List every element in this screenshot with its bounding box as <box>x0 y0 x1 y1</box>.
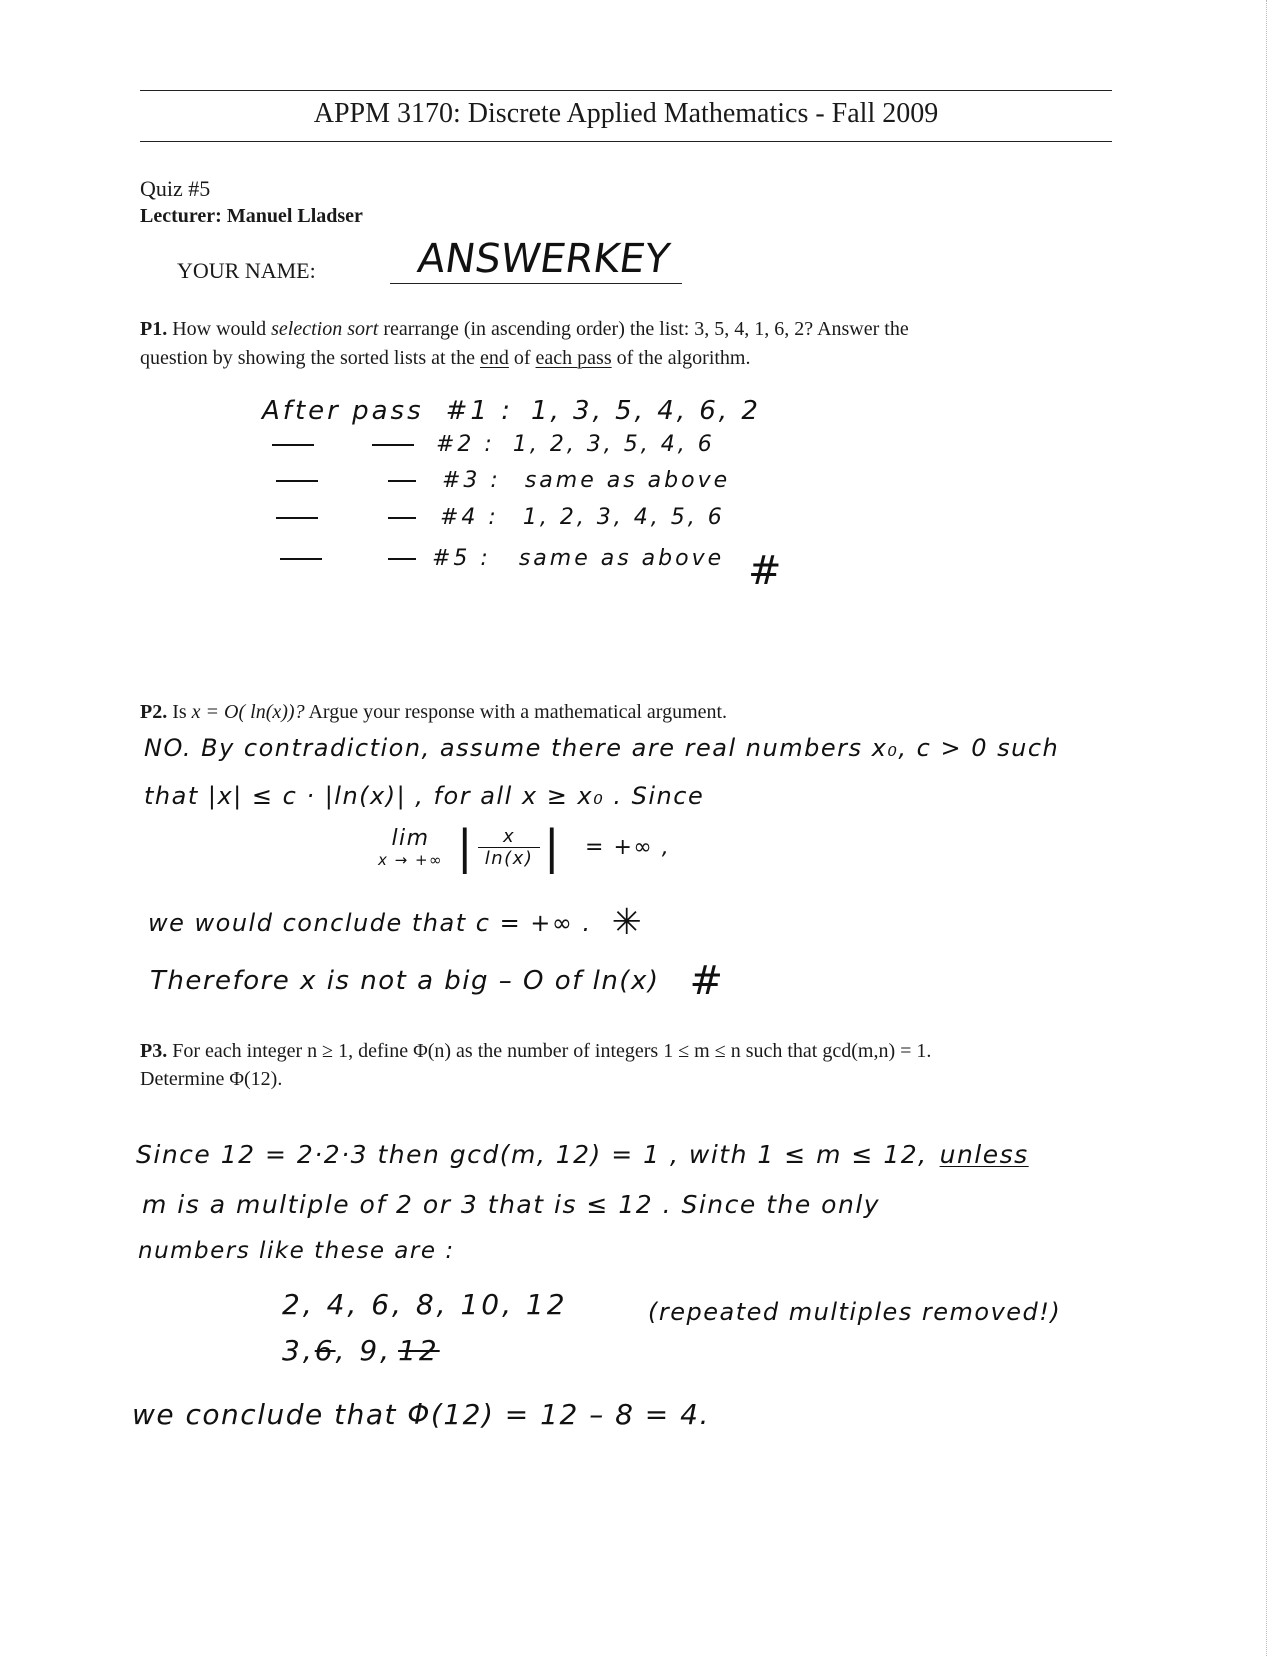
course-title: APPM 3170: Discrete Applied Mathematics - Fall 2009 <box>313 98 939 129</box>
ditto-dash <box>388 558 416 560</box>
p1-answer-pass: #3 : <box>442 468 501 493</box>
p3-label: P3. <box>140 1040 168 1062</box>
p3-list-item-struck: 12 <box>398 1334 440 1367</box>
name-label: YOUR NAME: <box>177 258 316 283</box>
fraction <box>478 826 540 869</box>
lecturer-line <box>140 205 363 228</box>
p2-text-a: Is <box>172 701 187 723</box>
p1-answer-pass: #5 : <box>432 546 491 571</box>
name-underline <box>390 283 682 284</box>
p1-line2-a: question by showing the sorted lists at the <box>140 347 475 369</box>
p2-answer-line-2: that |x| ≤ c · |ln(x)| , for all x ≥ x₀ . Since <box>144 782 705 810</box>
header-bottom-rule <box>140 141 1112 142</box>
p1-line2-c: of the algorithm. <box>616 347 751 369</box>
p1-answer-prefix: After pass <box>262 396 424 426</box>
ditto-dash <box>388 480 416 482</box>
p1-answer-row-3 <box>276 468 730 493</box>
p3-question-line1 <box>140 1040 931 1063</box>
p1-answer-row-5 <box>280 546 724 571</box>
fraction-numerator: x <box>502 825 516 847</box>
lecturer-label: Lecturer: <box>140 205 222 227</box>
p3-list-item-struck: 6 <box>314 1334 336 1367</box>
p3-list-item: , 9, <box>335 1334 393 1367</box>
ditto-dash <box>276 517 318 519</box>
p2-limit-expression <box>378 820 670 874</box>
page-edge <box>1266 0 1267 1656</box>
p3-answer-line-1 <box>136 1140 1029 1169</box>
lecturer-name: Manuel Lladser <box>226 205 363 227</box>
p3-answer-line-3: numbers like these are : <box>138 1238 455 1264</box>
p1-answer-pass: #4 : <box>440 505 499 530</box>
p1-answer-row-1 <box>262 396 761 426</box>
contradiction-mark: ✳ <box>611 902 644 943</box>
p2-conclusion: we would conclude that c = +∞ . <box>148 908 592 937</box>
p2-answer-line-5 <box>150 958 725 1004</box>
p1-answer-result: 1, 2, 3, 5, 4, 6 <box>512 432 715 457</box>
p3-answer-line-2: m is a multiple of 2 or 3 that is ≤ 12 . Since the only <box>142 1190 881 1219</box>
p1-line2-b: of <box>513 347 531 369</box>
abs-bar-right: | <box>544 820 562 874</box>
p2-answer-line-4 <box>148 902 643 943</box>
p1-label: P1. <box>140 318 168 340</box>
p1-text-a: How would <box>172 318 267 340</box>
ditto-dash <box>280 558 322 560</box>
p1-answer-result: 1, 3, 5, 4, 6, 2 <box>530 396 761 426</box>
p2-final-statement: Therefore x is not a big – O of ln(x) <box>150 966 660 996</box>
p1-answer-result: same as above <box>518 546 725 571</box>
p2-question <box>140 701 727 724</box>
p1-underlined-end: end <box>479 347 509 369</box>
p1-answer-result: 1, 2, 3, 4, 5, 6 <box>522 505 725 530</box>
ditto-dash <box>372 444 414 446</box>
p2-text-b: Argue your response with a mathematical argument. <box>308 701 728 723</box>
p1-answer-row-4 <box>276 505 725 530</box>
p3-question-line2: Determine Φ(12). <box>140 1068 283 1090</box>
name-value: ANSWERKEY <box>414 236 673 282</box>
p3-multiples-of-2: 2, 4, 6, 8, 10, 12 <box>282 1288 568 1321</box>
p3-line1-a: Since 12 = 2·2·3 then gcd(m, 12) = 1 , with 1 ≤ m ≤ 12, <box>136 1140 928 1169</box>
limit-rhs: = +∞ , <box>585 834 671 860</box>
p1-question-line1 <box>140 318 909 341</box>
p3-underlined-unless: unless <box>939 1140 1029 1169</box>
p3-note: (repeated multiples removed!) <box>648 1298 1062 1326</box>
ditto-dash <box>388 517 416 519</box>
ditto-dash <box>272 444 314 446</box>
quiz-number: Quiz #5 <box>140 176 211 201</box>
p1-question-line2 <box>140 347 750 370</box>
p1-answer-result: same as above <box>524 468 731 493</box>
p1-text-em: selection sort <box>271 318 379 340</box>
ditto-dash <box>276 480 318 482</box>
p3-list-item: 3, <box>282 1334 315 1367</box>
p2-label: P2. <box>140 701 168 723</box>
p3-conclusion: we conclude that Φ(12) = 12 – 8 = 4. <box>132 1398 710 1431</box>
p3-text-a: For each integer n ≥ 1, define Φ(n) as the number of integers 1 ≤ m ≤ n such that gcd(m,n) = 1. <box>172 1040 932 1062</box>
p2-end-mark: # <box>689 958 725 1004</box>
p1-answer-row-2 <box>272 432 715 457</box>
p1-answer-pass: #2 : <box>436 432 495 457</box>
fraction-denominator: ln(x) <box>484 847 534 869</box>
lim-word: lim <box>391 825 430 851</box>
p1-answer-pass: #1 : <box>445 396 513 426</box>
p1-text-b: rearrange (in ascending order) the list: 3, 5, 4, 1, 6, 2? Answer the <box>383 318 909 340</box>
p1-underlined-each-pass: each pass <box>535 347 612 369</box>
lim-subscript: x → +∞ <box>378 850 444 869</box>
p2-text-math: x = O( ln(x))? <box>191 701 305 723</box>
p2-answer-line-1: NO. By contradiction, assume there are real numbers x₀, c > 0 such <box>144 734 1060 762</box>
header-top-rule <box>140 90 1112 91</box>
p3-multiples-of-3 <box>282 1334 440 1367</box>
abs-bar-left: | <box>457 820 475 874</box>
p1-end-mark: # <box>748 548 785 594</box>
limit-operator <box>378 826 443 869</box>
